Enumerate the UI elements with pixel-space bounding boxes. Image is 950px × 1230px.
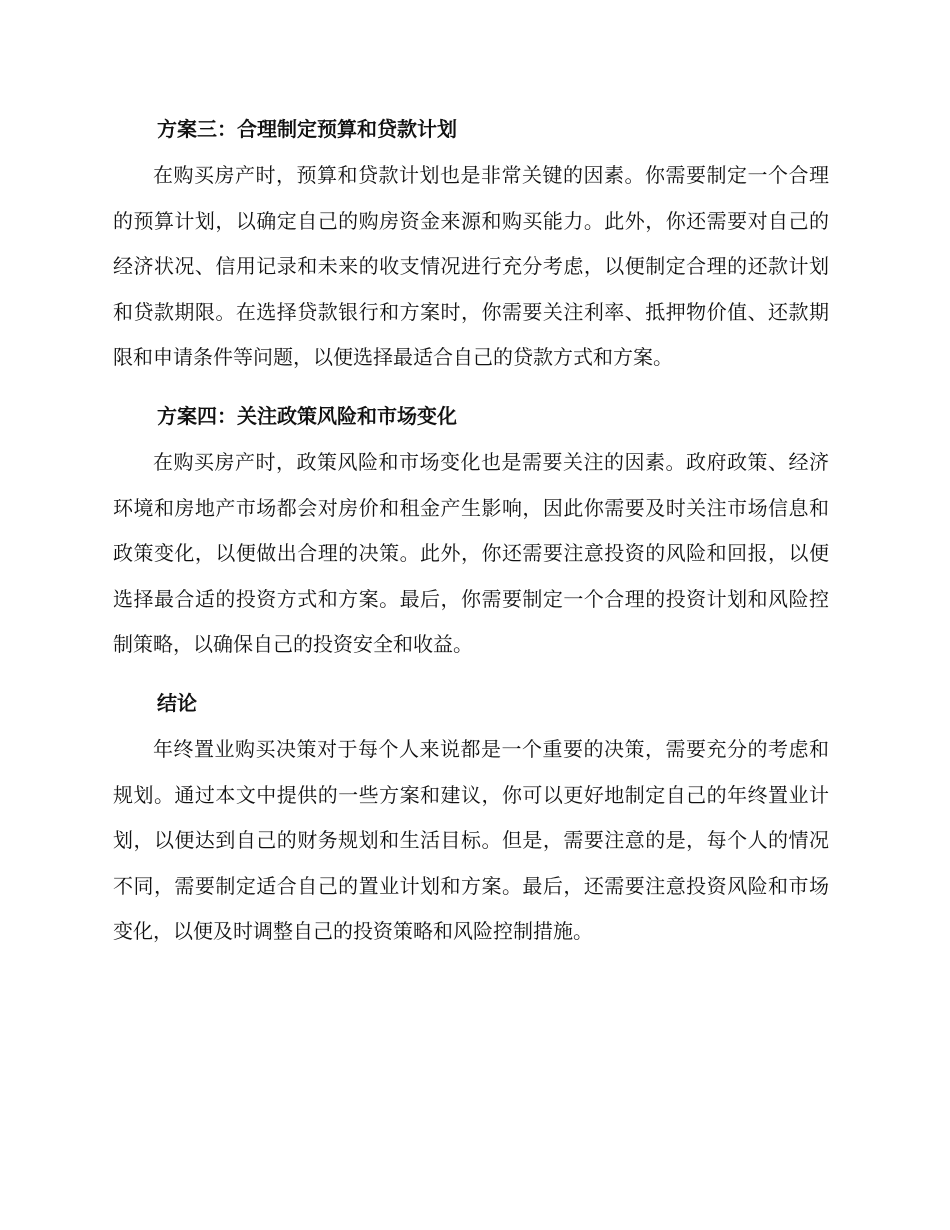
section-conclusion: [113, 684, 829, 955]
document-page: [113, 110, 829, 963]
section-paragraph: 在购买房产时，政策风险和市场变化也是需要关注的因素。政府政策、经济环境和房地产市场都会对房价和租金产生影响，因此你需要及时关注市场信息和政策变化，以便做出合理的决策。此外，你还需要注意投资的风险和回报，以便选择最合适的投资方式和方案。最后，你需要制定一个合理的投资计划和风险控制策略，以确保自己的投资安全和收益。: [113, 449, 829, 657]
section-plan-three: [113, 110, 829, 381]
section-paragraph: 在购买房产时，预算和贷款计划也是非常关键的因素。你需要制定一个合理的预算计划，以确定自己的购房资金来源和购买能力。此外，你还需要对自己的经济状况、信用记录和未来的收支情况进行充分考虑，以便制定合理的还款计划和贷款期限。在选择贷款银行和方案时，你需要关注利率、抵押物价值、还款期限和申请条件等问题，以便选择最适合自己的贷款方式和方案。: [113, 163, 829, 370]
section-heading: 结论: [157, 690, 197, 715]
section-paragraph: 年终置业购买决策对于每个人来说都是一个重要的决策，需要充分的考虑和规划。通过本文中提供的一些方案和建议，你可以更好地制定自己的年终置业计划，以便达到自己的财务规划和生活目标。但是，需要注意的是，每个人的情况不同，需要制定适合自己的置业计划和方案。最后，还需要注意投资风险和市场变化，以便及时调整自己的投资策略和风险控制措施。: [113, 736, 829, 944]
section-heading: 方案三：合理制定预算和贷款计划: [157, 117, 457, 141]
section-plan-four: [113, 397, 829, 668]
section-heading: 方案四：关注政策风险和市场变化: [157, 403, 457, 428]
